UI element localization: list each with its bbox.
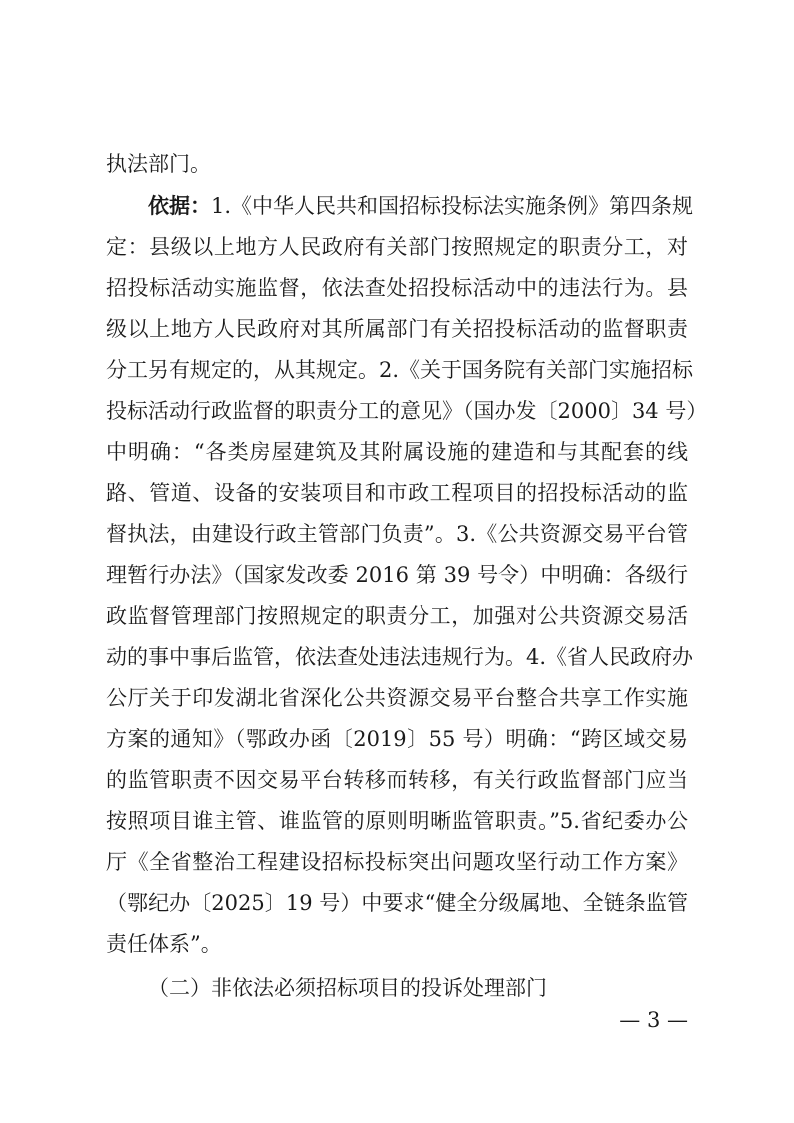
text-line-14: 公厅关于印发湖北省深化公共资源交易平台整合共享工作实施 [106,686,688,710]
basis-paragraph-first-line [106,192,694,220]
text-line-11: 理暂行办法》（国家发改委 2016 第 39 号令）中明确：各级行 [106,563,688,587]
text-line-20: 责任体系”。 [106,932,222,956]
section-heading: （二）非依法必须招标项目的投诉处理部门 [148,976,547,1000]
page-number: — 3 — [619,1008,688,1032]
text-line-16: 的监管职责不因交易平台转移而转移，有关行政监督部门应当 [106,768,688,792]
text-line-1 [106,150,688,178]
text-line-19: （鄂纪办〔2025〕19 号）中要求“健全分级属地、全链条监管 [106,891,688,915]
text-line-13: 动的事中事后监管，依法查处违法违规行为。4.《省人民政府办 [106,645,694,669]
basis-label: 依据： [148,193,211,218]
text-line-7: 投标活动行政监督的职责分工的意见》（国办发〔2000〕34 号） [106,399,708,423]
text-line-1-content: 执法部门。 [106,152,211,176]
text-line-12: 政监督管理部门按照规定的职责分工，加强对公共资源交易活 [106,604,688,628]
text-line-18: 厅《全省整治工程建设招标投标突出问题攻坚行动工作方案》 [106,850,688,874]
text-line-8: 中明确：“各类房屋建筑及其附属设施的建造和与其配套的线 [106,440,688,464]
text-line-4: 招投标活动实施监督，依法查处招投标活动中的违法行为。县 [106,276,688,300]
text-line-15: 方案的通知》（鄂政办函〔2019〕55 号）明确：“跨区域交易 [106,727,688,751]
text-line-5: 级以上地方人民政府对其所属部门有关招投标活动的监督职责 [106,317,688,341]
text-line-17: 按照项目谁主管、谁监管的原则明晰监管职责。”5.省纪委办公 [106,809,688,833]
text-line-3: 定：县级以上地方人民政府有关部门按照规定的职责分工，对 [106,235,688,259]
text-line-10: 督执法，由建设行政主管部门负责”。3.《公共资源交易平台管 [106,522,688,546]
text-line-9: 路、管道、设备的安装项目和市政工程项目的招投标活动的监 [106,481,688,505]
basis-line-content: 1.《中华人民共和国招标投标法实施条例》第四条规 [211,194,694,218]
text-line-6: 分工另有规定的，从其规定。2.《关于国务院有关部门实施招标 [106,358,694,382]
